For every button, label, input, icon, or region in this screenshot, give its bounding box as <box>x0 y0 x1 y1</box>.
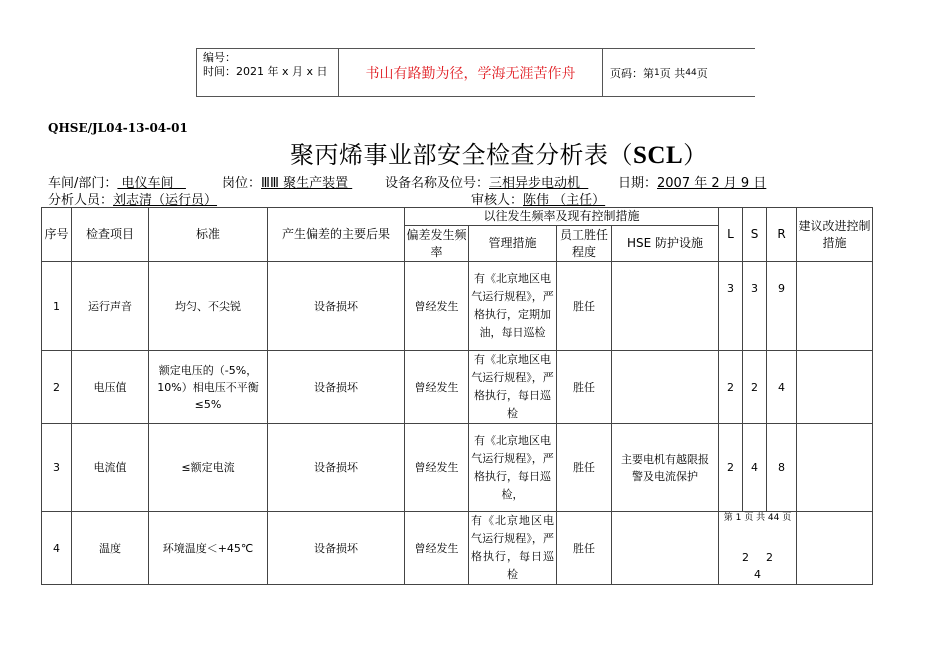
row-hse: 主要电机有越限报警及电流保护 <box>612 424 719 512</box>
page-total: 44 <box>685 67 697 78</box>
date-label: 日期： <box>618 176 658 191</box>
row-l: 3 <box>719 262 743 351</box>
reviewer-value: 陈伟 （主任） <box>523 193 606 208</box>
row-standard: ≤额定电流 <box>149 424 268 512</box>
header-control-group: 以往发生频率及现有控制措施 <box>405 208 719 226</box>
row-staff: 胜任 <box>557 512 612 585</box>
scl-analysis-table <box>41 207 873 585</box>
row-suggestion <box>797 512 873 585</box>
row-standard: 环境温度＜+45℃ <box>149 512 268 585</box>
row-management: 有《北京地区电气运行规程》，严格执行，每日巡检， <box>469 424 557 512</box>
row-consequence: 设备损坏 <box>268 424 405 512</box>
post-value: ⅢⅢ 聚生产装置 <box>261 176 353 191</box>
row-management: 有《北京地区电气运行规程》，严格执行，每日巡检 <box>469 351 557 424</box>
row-item: 温度 <box>72 512 149 585</box>
header-frequency: 偏差发生频率 <box>405 226 469 262</box>
dept-label: 车间/部门： <box>48 176 118 191</box>
post-field <box>222 172 352 191</box>
date-value: 2007 年 2 月 9 日 <box>657 176 767 191</box>
row-item: 电压值 <box>72 351 149 424</box>
row-consequence: 设备损坏 <box>268 351 405 424</box>
page-mid: 页 共 <box>659 66 686 80</box>
row-frequency: 曾经发生 <box>405 512 469 585</box>
page-current: 1 <box>654 67 660 78</box>
row-staff: 胜任 <box>557 424 612 512</box>
row-s: 2 <box>766 551 774 564</box>
row-l: 2 <box>742 551 750 564</box>
time-text: 时间：2021 年 x 月 x 日 <box>203 65 328 78</box>
analyst-label: 分析人员： <box>48 193 114 208</box>
equipment-label: 设备名称及位号： <box>385 176 490 191</box>
header-hse: HSE 防护设施 <box>612 226 719 262</box>
dept-value: 电仪车间 <box>117 176 186 191</box>
date-field <box>618 172 766 191</box>
row-hse <box>612 512 719 585</box>
row-management: 有《北京地区电气运行规程》，严格执行，每日巡检 <box>469 512 557 585</box>
row-staff: 胜任 <box>557 351 612 424</box>
motto-cell <box>339 49 603 96</box>
header-standard: 标准 <box>149 208 268 262</box>
header-s: S <box>743 208 767 262</box>
row-suggestion <box>797 351 873 424</box>
header-suggestion: 建议改进控制措施 <box>797 208 873 262</box>
table-row <box>42 262 873 351</box>
reviewer-label: 审核人： <box>471 193 524 208</box>
title-main: 聚丙烯事业部安全检查分析表（ <box>290 141 633 169</box>
header-item: 检查项目 <box>72 208 149 262</box>
page-suffix: 页 <box>696 66 708 80</box>
row-standard: 均匀、不尖锐 <box>149 262 268 351</box>
analyst-value: 刘志清（运行员） <box>113 193 218 208</box>
row-item: 运行声音 <box>72 262 149 351</box>
row-seq: 2 <box>42 351 72 424</box>
row-r: 4 <box>754 568 762 581</box>
row-management: 有《北京地区电气运行规程》，严格执行，定期加油，每日巡检 <box>469 262 557 351</box>
analyst-field <box>48 189 217 208</box>
row-hse <box>612 351 719 424</box>
row-suggestion <box>797 262 873 351</box>
row-seq: 3 <box>42 424 72 512</box>
row-r: 8 <box>767 424 797 512</box>
page-header <box>196 48 755 97</box>
header-meta-cell <box>197 49 339 96</box>
row-consequence: 设备损坏 <box>268 262 405 351</box>
row-r: 9 <box>767 262 797 351</box>
row-consequence: 设备损坏 <box>268 512 405 585</box>
row-staff: 胜任 <box>557 262 612 351</box>
reviewer-field <box>471 189 605 208</box>
row-s: 4 <box>743 424 767 512</box>
row-lsr-group <box>719 512 797 585</box>
row-frequency: 曾经发生 <box>405 424 469 512</box>
table-row <box>42 512 873 585</box>
table-row <box>42 424 873 512</box>
header-staff: 员工胜任程度 <box>557 226 612 262</box>
row-seq: 1 <box>42 262 72 351</box>
page-prefix: 页码：第 <box>610 66 654 80</box>
row-suggestion <box>797 424 873 512</box>
row-standard: 额定电压的（-5%，10%）相电压不平衡≤5% <box>149 351 268 424</box>
header-management: 管理措施 <box>469 226 557 262</box>
equipment-value: 三相异步电动机 <box>489 176 589 191</box>
row-seq: 4 <box>42 512 72 585</box>
header-l: L <box>719 208 743 262</box>
row-r: 4 <box>767 351 797 424</box>
post-label: 岗位： <box>222 176 262 191</box>
row-l: 2 <box>719 351 743 424</box>
row-l: 2 <box>719 424 743 512</box>
serial-label: 编号： <box>203 51 236 64</box>
row-frequency: 曾经发生 <box>405 262 469 351</box>
document-number: QHSE/JL04-13-04-01 <box>48 121 188 135</box>
row-frequency: 曾经发生 <box>405 351 469 424</box>
motto-text: 书山有路勤为径，学海无涯苦作舟 <box>365 65 576 82</box>
page-number-cell <box>603 49 753 96</box>
table-row <box>42 351 873 424</box>
title-scl: SCL <box>633 142 684 169</box>
page-note: 第 1 页 共 44 页 <box>723 513 792 523</box>
row-s: 3 <box>743 262 767 351</box>
title-end: ） <box>683 141 708 169</box>
row-s: 2 <box>743 351 767 424</box>
header-row-top <box>42 208 873 226</box>
page-title <box>290 140 708 171</box>
header-consequence: 产生偏差的主要后果 <box>268 208 405 262</box>
header-r: R <box>767 208 797 262</box>
row-item: 电流值 <box>72 424 149 512</box>
row-hse <box>612 262 719 351</box>
header-seq: 序号 <box>42 208 72 262</box>
